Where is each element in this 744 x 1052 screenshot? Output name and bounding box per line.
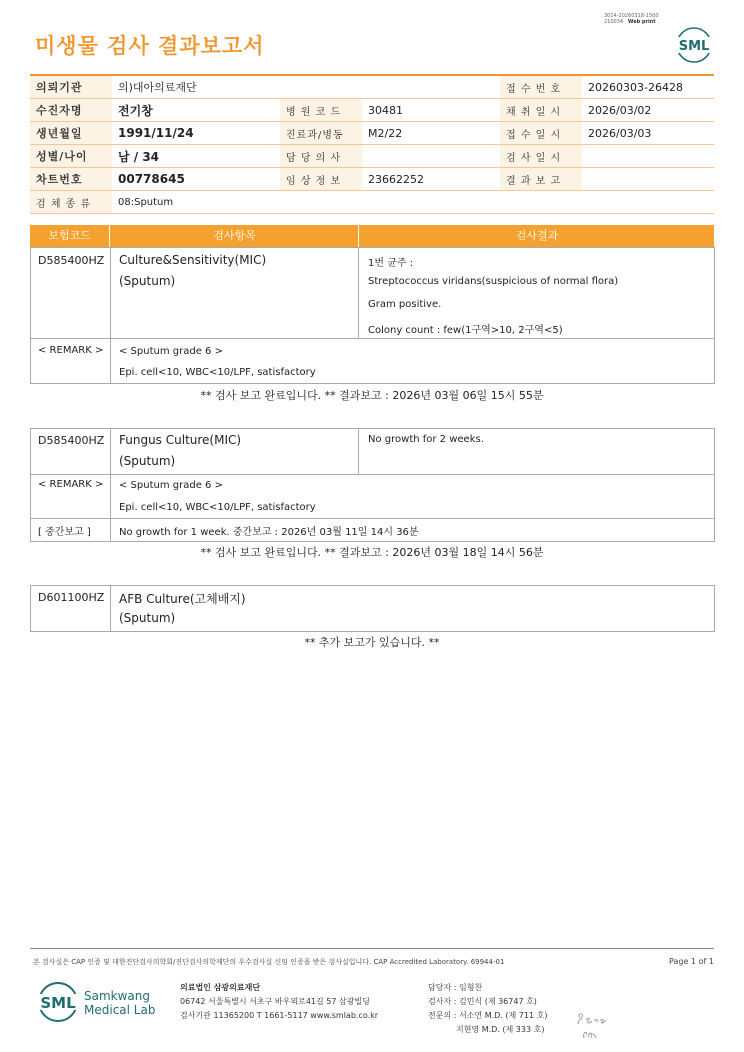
doctor-value — [362, 145, 500, 168]
additional-report-note: ** 추가 보고가 있습니다. ** — [304, 636, 440, 649]
receipt-date-value: 2026/03/03 — [582, 122, 714, 145]
staff-line: 전문의 : 서소연 M.D. (제 711 호) — [428, 1011, 548, 1020]
footer-divider — [30, 948, 714, 949]
remark-label: < REMARK > — [38, 479, 104, 490]
completion-note: ** 검사 보고 완료입니다. ** 결과보고 : 2026년 03월 06일 15시 55분 — [200, 389, 544, 402]
interim-report-label: [ 중간보고 ] — [38, 527, 91, 538]
chart-no-label: 차트번호 — [30, 168, 112, 191]
result-line: Gram positive. — [368, 299, 442, 310]
staff-line: 지현영 M.D. (제 333 호) — [428, 1025, 545, 1034]
accreditation-note: 본 검사실은 CAP 인증 및 대한진단검사의학회/진단검사의학재단의 우수검사실 신임 인증을 받은 검사실입니다. CAP Accredited Laboratory. 69944-01 — [33, 958, 505, 966]
receipt-no-value: 20260303-26428 — [582, 75, 714, 99]
department-value: M2/22 — [362, 122, 500, 145]
web-print-line2: 210034 — [604, 19, 624, 25]
sml-footer-logo-text: SML — [40, 994, 76, 1012]
test-date-label: 검 사 일 시 — [500, 145, 582, 168]
remark-line: < Sputum grade 6 > — [119, 480, 223, 491]
report-title: 미생물 검사 결과보고서 — [35, 34, 265, 58]
test-code: D601100HZ — [38, 591, 105, 604]
requester-label: 의뢰기관 — [30, 75, 112, 99]
doctor-label: 담 당 의 사 — [280, 145, 362, 168]
staff-info — [428, 981, 547, 1037]
receipt-no-label: 접 수 번 호 — [500, 75, 582, 99]
chart-no-value: 00778645 — [112, 168, 280, 191]
patient-info-table — [30, 74, 714, 214]
result-line: No growth for 2 weeks. — [368, 434, 484, 445]
receipt-date-label: 접 수 일 시 — [500, 122, 582, 145]
test-item-specimen: (Sputum) — [119, 274, 176, 288]
results-table-header — [30, 225, 714, 247]
result-block-culture — [30, 247, 715, 384]
birth-date-label: 생년월일 — [30, 122, 112, 145]
birth-date-value: 1991/11/24 — [112, 122, 280, 145]
result-report-value — [582, 168, 714, 191]
sml-logo — [674, 25, 714, 65]
collect-date-value: 2026/03/02 — [582, 99, 714, 122]
handwritten-signature — [574, 1008, 614, 1042]
interim-report-text: No growth for 1 week. 중간보고 : 2026년 03월 11일 14시 36분 — [119, 527, 419, 538]
test-code: D585400HZ — [38, 254, 105, 267]
patient-name-value: 전기창 — [112, 99, 280, 122]
specimen-value: 08:Sputum — [112, 191, 714, 214]
result-block-fungus — [30, 428, 715, 542]
completion-note: ** 검사 보고 완료입니다. ** 결과보고 : 2026년 03월 18일 14시 56분 — [200, 546, 544, 559]
header-test-item: 검사항목 — [109, 225, 359, 247]
test-code: D585400HZ — [38, 434, 105, 447]
result-line: 1번 균주 : — [368, 258, 414, 269]
web-print-stamp — [604, 13, 659, 25]
sex-age-value: 남 / 34 — [112, 145, 280, 168]
remark-line: Epi. cell<10, WBC<10/LPF, satisfactory — [119, 367, 316, 378]
hospital-code-value: 30481 — [362, 99, 500, 122]
result-report-label: 결 과 보 고 — [500, 168, 582, 191]
staff-line: 검사자 : 김민식 (제 36747 호) — [428, 997, 537, 1006]
brand-line1: Samkwang — [84, 989, 150, 1003]
result-block-afb — [30, 585, 715, 632]
test-item-name: AFB Culture(고체배지) — [119, 592, 246, 606]
header-insurance-code: 보험코드 — [48, 229, 91, 242]
clinical-info-label: 임 상 정 보 — [280, 168, 362, 191]
organization-address: 06742 서울특별시 서초구 바우뫼로41길 57 삼광빌딩 — [180, 997, 370, 1006]
brand-line2: Medical Lab — [84, 1003, 156, 1017]
specimen-label: 검 체 종 류 — [30, 191, 112, 214]
page-number: Page 1 of 1 — [669, 957, 714, 966]
organization-info — [180, 981, 378, 1023]
remark-line: Epi. cell<10, WBC<10/LPF, satisfactory — [119, 502, 316, 513]
department-label: 진료과/병동 — [280, 122, 362, 145]
web-print-label: Web print — [627, 19, 656, 25]
clinical-info-value: 23662252 — [362, 168, 500, 191]
hospital-code-label: 병 원 코 드 — [280, 99, 362, 122]
test-item-name: Culture&Sensitivity(MIC) — [119, 253, 267, 267]
test-item-name: Fungus Culture(MIC) — [119, 433, 242, 447]
sml-logo-text: SML — [678, 39, 710, 54]
remark-label: < REMARK > — [38, 345, 104, 356]
test-item-specimen: (Sputum) — [119, 611, 176, 625]
test-item-specimen: (Sputum) — [119, 454, 176, 468]
organization-contact: 검사기관 11365200 T 1661-5117 www.smlab.co.kr — [180, 1011, 379, 1020]
header-test-result: 검사결과 — [358, 225, 715, 247]
remark-line: < Sputum grade 6 > — [119, 346, 223, 357]
patient-name-label: 수진자명 — [30, 99, 112, 122]
test-date-value — [582, 145, 714, 168]
lab-brand-name — [84, 989, 155, 1017]
sex-age-label: 성별/나이 — [30, 145, 112, 168]
collect-date-label: 채 취 일 시 — [500, 99, 582, 122]
staff-line: 담당자 : 임형찬 — [428, 983, 483, 992]
requester-value: 의)대아의료재단 — [112, 75, 500, 99]
result-line: Colony count : few(1구역>10, 2구역<5) — [368, 325, 563, 336]
result-line: Streptococcus viridans(suspicious of normal flora) — [368, 276, 619, 287]
organization-name: 의료법인 삼광의료재단 — [180, 983, 261, 992]
sml-footer-logo — [36, 980, 80, 1024]
web-print-line1: 3014-20260318-1500 — [604, 13, 659, 19]
